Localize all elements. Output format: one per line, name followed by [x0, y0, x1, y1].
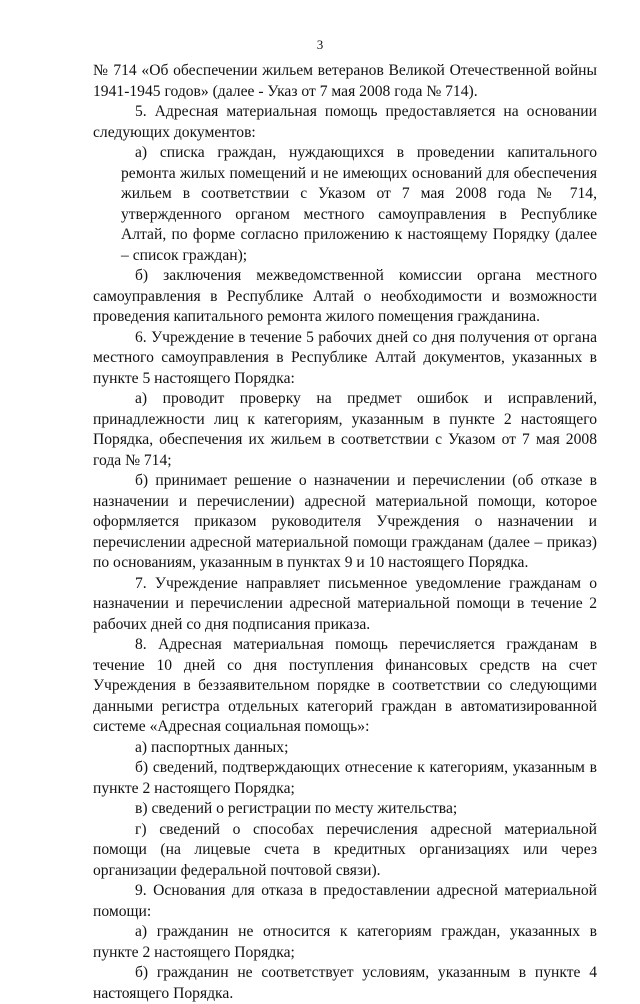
- paragraph-item-7: 7. Учреждение направляет письменное уведомление гражданам о назначении и перечислении адресной материальной помощи в течение 2 рабочих дней со дня подписания приказа.: [93, 574, 597, 633]
- paragraph: № 714 «Об обеспечении жильем ветеранов Великой Отечественной войны 1941-1945 годов» (далее - Указ от 7 мая 2008 года № 714).: [93, 62, 597, 100]
- document-body: [93, 61, 597, 1004]
- subitem-6b: б) принимает решение о назначении и перечислении (об отказе в назначении и перечислении) адресной материальной помощи, которое оформляется приказом руководителя Учреждения о назначении и перечислении адресной материальной помощи гражданам (далее – приказ) по основаниям, указанным в пунктах 9 и 10 настоящего Порядка.: [93, 472, 597, 571]
- page-number: 3: [316, 37, 324, 52]
- subitem-5a: а) списка граждан, нуждающихся в проведении капитального ремонта жилых помещений и не имеющих оснований для обеспечения жильем в соответствии с Указом от 7 мая 2008 года № 714, утвержденного органом местного самоуправления в Республике Алтай, по форме согласно приложению к настоящему Порядку (далее – список граждан);: [121, 144, 597, 264]
- subitem-8a: а) паспортных данных;: [135, 738, 289, 756]
- paragraph-item-9: 9. Основания для отказа в предоставлении адресной материальной помощи:: [93, 882, 597, 920]
- paragraph-item-6: 6. Учреждение в течение 5 рабочих дней со дня получения от органа местного самоуправления в Республике Алтай документов, указанных в пункте 5 настоящего Порядка:: [93, 328, 597, 387]
- subitem-6a: а) проводит проверку на предмет ошибок и исправлений, принадлежности лиц к категориям, указанным в пункте 2 настоящего Порядка, обеспечения их жильем в соответствии с Указом от 7 мая 2008 года № 714;: [93, 390, 597, 469]
- subitem-5b: б) заключения межведомственной комиссии органа местного самоуправления в Республике Алтай о необходимости и возможности проведения капитального ремонта жилого помещения гражданина.: [93, 267, 597, 325]
- paragraph-item-8: 8. Адресная материальная помощь перечисляется гражданам в течение 10 дней со дня поступления финансовых средств на счет Учреждения в беззаявительном порядке в соответствии со следующими данными регистра отдельных категорий граждан в автоматизированной системе «Адресная социальная помощь»:: [93, 636, 597, 735]
- subitem-8d: г) сведений о способах перечисления адресной материальной помощи (на лицевые счета в кредитных организациях или через организации федеральной почтовой связи).: [93, 820, 597, 879]
- subitem-9a: а) гражданин не относится к категориям граждан, указанных в пункте 2 настоящего Порядка;: [93, 923, 597, 961]
- subitem-8b: б) сведений, подтверждающих отнесение к категориям, указанным в пункте 2 настоящего Порядка;: [93, 759, 597, 797]
- subitem-9b: б) гражданин не соответствует условиям, указанным в пункте 4 настоящего Порядка.: [93, 964, 597, 1002]
- subitem-8c: в) сведений о регистрации по месту жительства;: [135, 800, 458, 817]
- paragraph-item-5: 5. Адресная материальная помощь предоставляется на основании следующих документов:: [93, 103, 597, 141]
